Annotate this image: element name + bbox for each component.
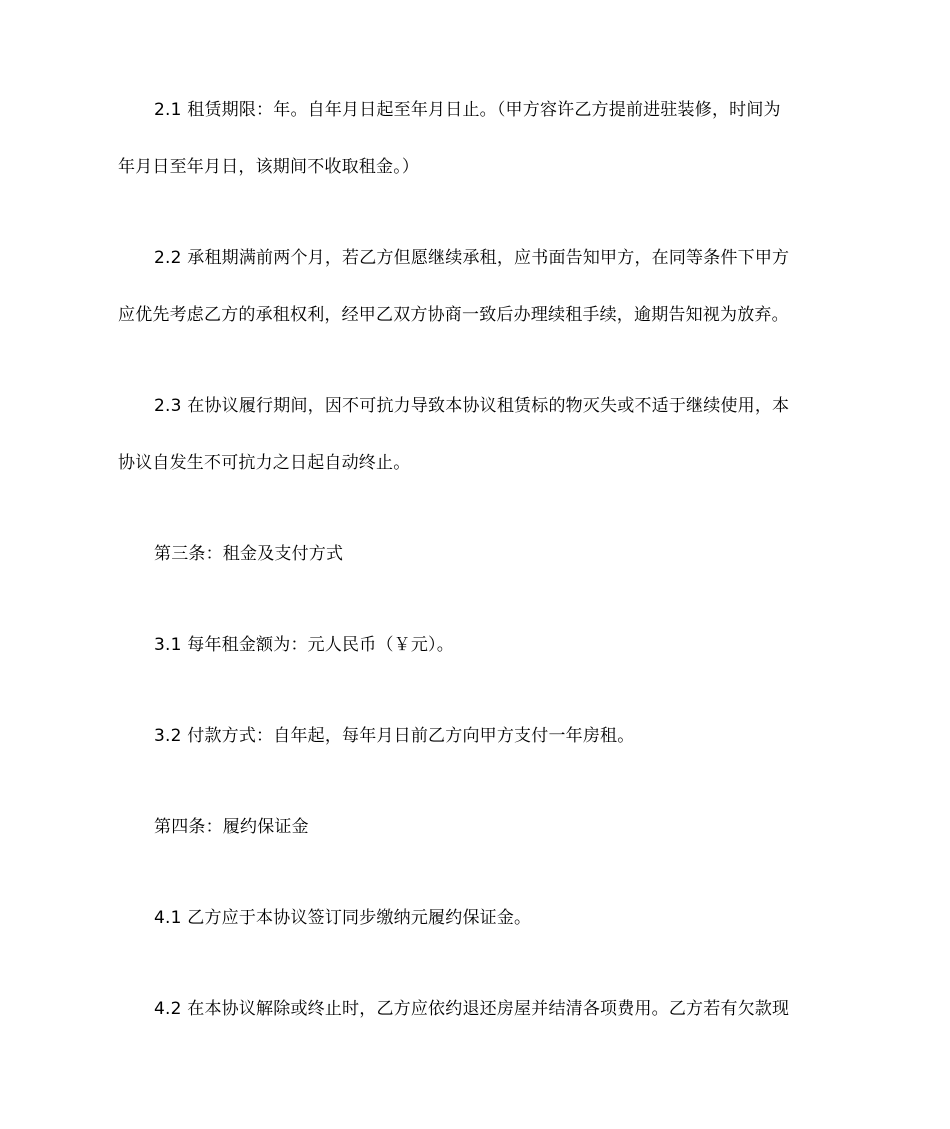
clause-3-2: 3.2 付款方式：自年起，每年月日前乙方向甲方支付一年房租。 [154,726,635,746]
clause-2-1-line-2: 年月日至年月日，该期间不收取租金。） [118,157,420,177]
article-4-heading: 第四条：履约保证金 [154,817,309,837]
clause-4-1: 4.1 乙方应于本协议签订同步缴纳元履约保证金。 [154,908,532,928]
article-3-heading: 第三条：租金及支付方式 [154,544,344,564]
clause-4-2-line-1: 4.2 在本协议解除或终止时，乙方应依约退还房屋并结清各项费用。乙方若有欠款现 [154,999,790,1019]
clause-3-1: 3.1 每年租金额为：元人民币（￥元）。 [154,635,454,655]
clause-2-1-line-1: 2.1 租赁期限：年。自年月日起至年月日止。（甲方容许乙方提前进驻装修，时间为 [154,100,781,120]
clause-2-3-line-1: 2.3 在协议履行期间，因不可抗力导致本协议租赁标的物灭失或不适于继续使用，本 [154,396,790,416]
clause-2-2-line-1: 2.2 承租期满前两个月，若乙方但愿继续承租，应书面告知甲方，在同等条件下甲方 [154,248,790,268]
clause-2-3-line-2: 协议自发生不可抗力之日起自动终止。 [118,453,411,473]
clause-2-2-line-2: 应优先考虑乙方的承租权利，经甲乙双方协商一致后办理续租手续，逾期告知视为放弃。 [118,305,789,325]
